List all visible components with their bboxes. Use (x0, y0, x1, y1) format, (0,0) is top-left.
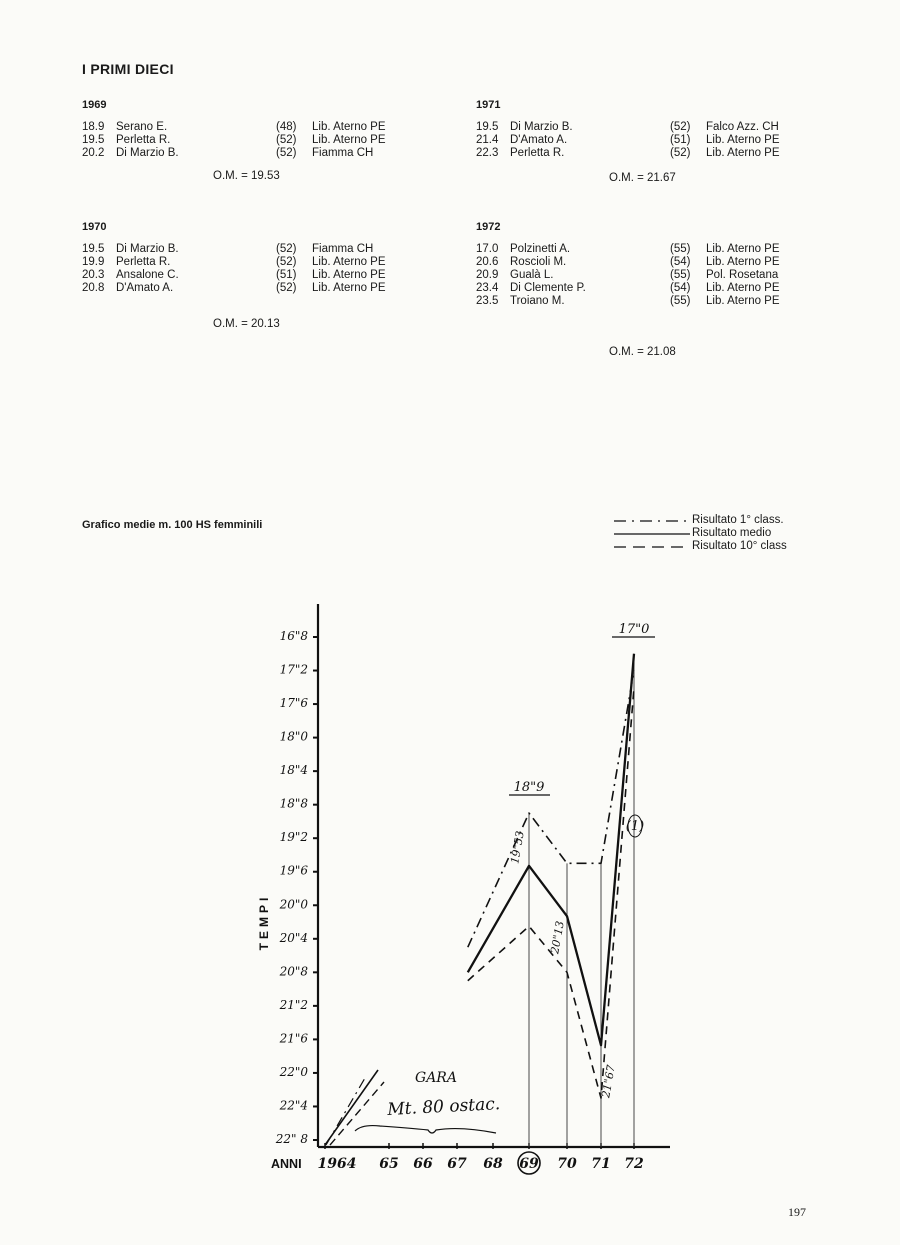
chart-legend (612, 514, 787, 553)
x-tick-label: 65 (379, 1156, 399, 1172)
annotation-average-1971: 21"67 (599, 1063, 618, 1099)
y-tick-label: 22"4 (279, 1098, 308, 1113)
series-line-solid (468, 654, 634, 1046)
x-tick-label: 1964 (317, 1156, 357, 1172)
y-tick-label: 16"8 (279, 629, 308, 643)
list-item: 19.5 Di Marzio B. (52) Fiamma CH (82, 243, 374, 255)
x-tick-label: 71 (591, 1156, 611, 1172)
list-item: 20.3 Ansalone C. (51) Lib. Aterno PE (82, 269, 386, 281)
y-tick-label: 20"0 (279, 897, 308, 912)
average-1970: O.M. = 20.13 (213, 318, 280, 330)
y-tick-label: 18"8 (279, 796, 308, 811)
line-chart (0, 590, 900, 1190)
year-block-1970 (82, 221, 442, 295)
legend-entry: Risultato 1° class. (612, 514, 787, 527)
brace-stroke (355, 1126, 496, 1133)
legend-swatch-dashdot (612, 517, 692, 525)
annotation-average-1970: 20"13 (548, 919, 567, 955)
early-stroke (325, 1070, 378, 1145)
annotation-race-distance: Mt. 80 ostac. (386, 1094, 501, 1120)
list-item: 19.5 Perletta R. (52) Lib. Aterno PE (82, 134, 386, 146)
annotation-peak-1969: 18"9 (513, 780, 545, 795)
y-tick-label: 20"4 (279, 930, 308, 945)
list-item: 20.8 D'Amato A. (52) Lib. Aterno PE (82, 282, 386, 294)
list-item: 22.3 Perletta R. (52) Lib. Aterno PE (476, 147, 780, 159)
annotation-peak-1972: 17"0 (618, 622, 650, 637)
y-tick-label: 19"6 (279, 863, 308, 878)
list-item: 20.9 Gualà L. (55) Pol. Rosetana (476, 269, 779, 281)
legend-swatch-dashed (612, 543, 692, 551)
list-item: 20.6 Roscioli M. (54) Lib. Aterno PE (476, 256, 780, 268)
page-number: 197 (788, 1205, 806, 1219)
legend-swatch-solid (612, 530, 692, 538)
y-axis-label: TEMPI (257, 893, 271, 951)
page-title: I PRIMI DIECI (82, 61, 174, 77)
year-label: 1971 (476, 99, 501, 111)
annotation-average-1969: 19"53 (508, 829, 527, 865)
average-1972: O.M. = 21.08 (609, 346, 676, 358)
x-tick-label: 72 (624, 1156, 644, 1172)
list-item: 21.4 D'Amato A. (51) Lib. Aterno PE (476, 134, 780, 146)
y-tick-label: 22" 8 (275, 1132, 308, 1146)
list-item: 23.5 Troiano M. (55) Lib. Aterno PE (476, 295, 780, 307)
y-tick-label: 17"6 (279, 696, 308, 711)
list-item: 17.0 Polzinetti A. (55) Lib. Aterno PE (476, 243, 780, 255)
chart-caption: Grafico medie m. 100 HS femminili (82, 519, 263, 531)
list-item: 20.2 Di Marzio B. (52) Fiamma CH (82, 147, 374, 159)
x-tick-label: 70 (557, 1156, 577, 1172)
y-tick-label: 19"2 (279, 830, 308, 845)
y-tick-label: 22"0 (279, 1064, 308, 1079)
y-tick-label: 20"8 (279, 964, 308, 979)
early-stroke (330, 1082, 384, 1145)
x-tick-label: 69 (519, 1156, 539, 1172)
y-tick-label: 17"2 (279, 662, 308, 677)
y-tick-label: 21"2 (279, 997, 308, 1012)
average-1969: O.M. = 19.53 (213, 170, 280, 182)
y-tick-label: 18"4 (279, 763, 308, 778)
x-axis-label: ANNI (271, 1157, 302, 1171)
list-item: 23.4 Di Clemente P. (54) Lib. Aterno PE (476, 282, 780, 294)
annotation-note: (1) (625, 819, 645, 834)
x-tick-label: 68 (483, 1156, 503, 1172)
legend-entry: Risultato medio (612, 527, 787, 540)
year-block-1971 (476, 99, 836, 160)
y-tick-label: 18"0 (279, 729, 308, 744)
year-block-1969 (82, 99, 442, 160)
y-tick-label: 21"6 (279, 1031, 308, 1046)
list-item: 18.9 Serano E. (48) Lib. Aterno PE (82, 121, 386, 133)
list-item: 19.5 Di Marzio B. (52) Falco Azz. CH (476, 121, 779, 133)
series-line-dashdot (468, 671, 634, 948)
annotation-race-label: GARA (415, 1070, 457, 1086)
legend-entry: Risultato 10° class (612, 540, 787, 553)
list-item: 19.9 Perletta R. (52) Lib. Aterno PE (82, 256, 386, 268)
year-block-1972 (476, 221, 836, 308)
year-label: 1970 (82, 221, 107, 233)
x-tick-label: 66 (413, 1156, 433, 1172)
average-1971: O.M. = 21.67 (609, 172, 676, 184)
year-label: 1969 (82, 99, 107, 111)
year-label: 1972 (476, 221, 501, 233)
x-tick-label: 67 (447, 1156, 467, 1172)
